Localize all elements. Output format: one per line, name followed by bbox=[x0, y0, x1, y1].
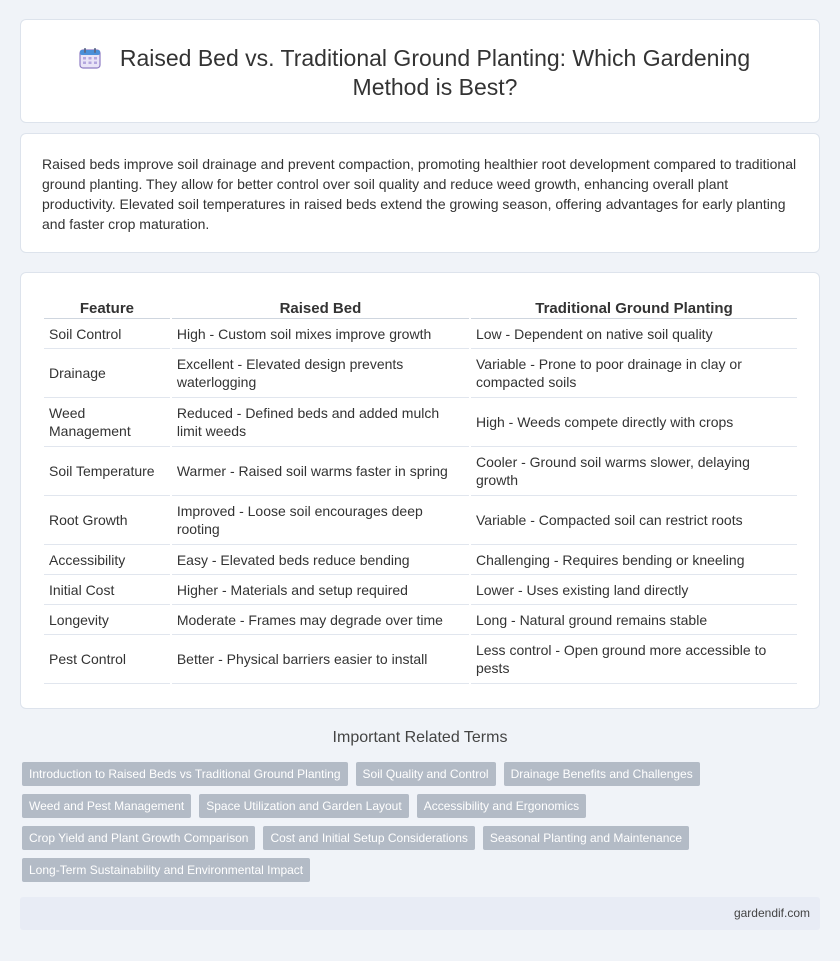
feature-cell: Weed Management bbox=[44, 398, 170, 447]
traditional-cell: Challenging - Requires bending or kneeling bbox=[471, 545, 797, 575]
raised-bed-cell: Excellent - Elevated design prevents waterlogging bbox=[172, 349, 469, 398]
traditional-cell: High - Weeds compete directly with crops bbox=[471, 398, 797, 447]
related-term-tag[interactable]: Seasonal Planting and Maintenance bbox=[483, 826, 689, 850]
related-terms-title: Important Related Terms bbox=[332, 729, 508, 746]
column-header-traditional: Traditional Ground Planting bbox=[471, 295, 797, 319]
related-terms-list bbox=[22, 762, 822, 890]
feature-cell: Drainage bbox=[44, 349, 170, 398]
header-card bbox=[20, 19, 820, 123]
raised-bed-cell: Moderate - Frames may degrade over time bbox=[172, 605, 469, 635]
feature-cell: Soil Control bbox=[44, 319, 170, 349]
traditional-cell: Lower - Uses existing land directly bbox=[471, 575, 797, 605]
related-term-tag[interactable]: Crop Yield and Plant Growth Comparison bbox=[22, 826, 255, 850]
column-header-raised-bed: Raised Bed bbox=[172, 295, 469, 319]
traditional-cell: Variable - Compacted soil can restrict roots bbox=[471, 496, 797, 545]
table-row bbox=[44, 545, 797, 575]
traditional-cell: Long - Natural ground remains stable bbox=[471, 605, 797, 635]
feature-cell: Soil Temperature bbox=[44, 447, 170, 496]
related-term-tag[interactable]: Space Utilization and Garden Layout bbox=[199, 794, 408, 818]
comparison-table-card bbox=[20, 272, 820, 709]
comparison-table bbox=[42, 295, 799, 684]
related-term-tag[interactable]: Weed and Pest Management bbox=[22, 794, 191, 818]
related-term-tag[interactable]: Cost and Initial Setup Considerations bbox=[263, 826, 474, 850]
table-row bbox=[44, 575, 797, 605]
intro-paragraph: Raised beds improve soil drainage and prevent compaction, promoting healthier root development compared to traditional ground planting. They allow for better control over soil quality and reduce weed growth, enhancing overall plant productivity. Elevated soil temperatures in raised beds extend the growing season, offering advantages for early planting and faster crop maturation. bbox=[42, 156, 797, 232]
raised-bed-cell: Easy - Elevated beds reduce bending bbox=[172, 545, 469, 575]
raised-bed-cell: High - Custom soil mixes improve growth bbox=[172, 319, 469, 349]
feature-cell: Root Growth bbox=[44, 496, 170, 545]
footer bbox=[20, 897, 820, 930]
feature-cell: Pest Control bbox=[44, 635, 170, 684]
traditional-cell: Low - Dependent on native soil quality bbox=[471, 319, 797, 349]
related-term-tag[interactable]: Accessibility and Ergonomics bbox=[417, 794, 586, 818]
raised-bed-cell: Better - Physical barriers easier to install bbox=[172, 635, 469, 684]
page-title: Raised Bed vs. Traditional Ground Planting: Which Gardening Method is Best? bbox=[119, 45, 751, 100]
intro-card bbox=[20, 133, 820, 253]
feature-cell: Initial Cost bbox=[44, 575, 170, 605]
related-term-tag[interactable]: Drainage Benefits and Challenges bbox=[504, 762, 700, 786]
footer-site-link[interactable]: gardendif.com bbox=[733, 906, 810, 920]
traditional-cell: Cooler - Ground soil warms slower, delaying growth bbox=[471, 447, 797, 496]
table-row bbox=[44, 447, 797, 496]
feature-cell: Longevity bbox=[44, 605, 170, 635]
raised-bed-cell: Warmer - Raised soil warms faster in spring bbox=[172, 447, 469, 496]
traditional-cell: Less control - Open ground more accessible to pests bbox=[471, 635, 797, 684]
table-row bbox=[44, 349, 797, 398]
raised-bed-cell: Higher - Materials and setup required bbox=[172, 575, 469, 605]
related-term-tag[interactable]: Introduction to Raised Beds vs Traditional Ground Planting bbox=[22, 762, 348, 786]
table-row bbox=[44, 635, 797, 684]
related-term-tag[interactable]: Long-Term Sustainability and Environmental Impact bbox=[22, 858, 310, 882]
related-term-tag[interactable]: Soil Quality and Control bbox=[356, 762, 496, 786]
table-row bbox=[44, 398, 797, 447]
raised-bed-cell: Reduced - Defined beds and added mulch limit weeds bbox=[172, 398, 469, 447]
raised-bed-cell: Improved - Loose soil encourages deep rooting bbox=[172, 496, 469, 545]
feature-cell: Accessibility bbox=[44, 545, 170, 575]
column-header-feature: Feature bbox=[44, 295, 170, 319]
traditional-cell: Variable - Prone to poor drainage in clay or compacted soils bbox=[471, 349, 797, 398]
table-row bbox=[44, 496, 797, 545]
table-row bbox=[44, 605, 797, 635]
table-row bbox=[44, 319, 797, 349]
